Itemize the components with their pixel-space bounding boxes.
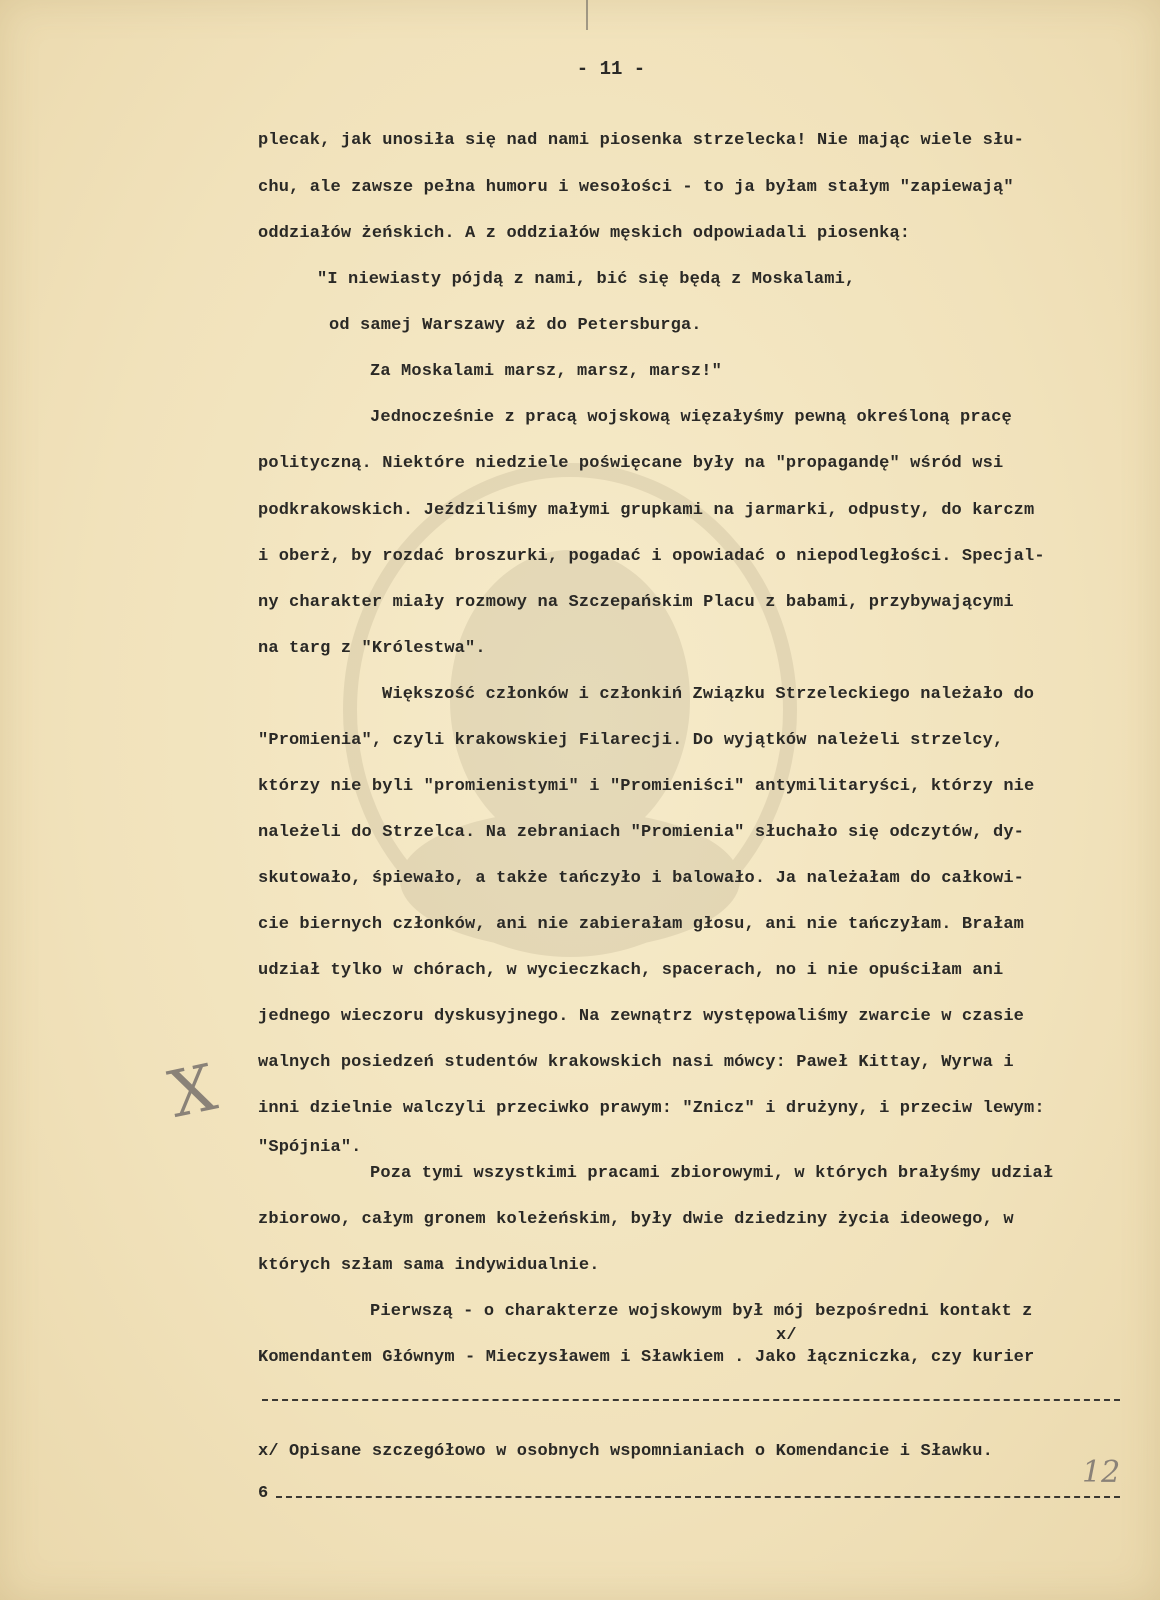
text-line-13: Większość członków i członkiń Związku Strzeleckiego należało do bbox=[382, 685, 1035, 704]
text-line-19: udział tylko w chórach, w wycieczkach, spacerach, no i nie opuściłam ani bbox=[258, 961, 1004, 980]
song-line-3: Za Moskalami marsz, marsz, marsz!" bbox=[370, 362, 722, 381]
text-line-23: "Spójnia". bbox=[258, 1138, 362, 1157]
text-line-21: walnych posiedzeń studentów krakowskich nasi mówcy: Paweł Kittay, Wyrwa i bbox=[258, 1053, 1014, 1072]
text-line-24: Poza tymi wszystkimi pracami zbiorowymi, w których brałyśmy udział bbox=[370, 1164, 1054, 1183]
text-line-10: i oberż, by rozdać broszurki, pogadać i opowiadać o niepodległości. Specjal- bbox=[258, 547, 1045, 566]
text-line-22: inni dzielnie walczyli przeciwko prawym: "Znicz" i drużyny, i przeciw lewym: bbox=[258, 1099, 1045, 1118]
text-line-1: plecak, jak unosiła się nad nami piosenka strzelecka! Nie mając wiele słu- bbox=[258, 131, 1025, 150]
text-line-20: jednego wieczoru dyskusyjnego. Na zewnątrz występowaliśmy zwarcie w czasie bbox=[258, 1007, 1025, 1026]
text-line-8: polityczną. Niektóre niedziele poświęcane były na "propagandę" wśród wsi bbox=[258, 454, 1004, 473]
text-line-28: Komendantem Głównym - Mieczysławem i Sławkiem . Jako łączniczka, czy kurier bbox=[258, 1348, 1035, 1367]
top-pencil-mark bbox=[586, 0, 588, 30]
song-line-1: "I niewiasty pójdą z nami, bić się będą z Moskalami, bbox=[317, 270, 856, 289]
text-line-17: skutowało, śpiewało, a także tańczyło i balowało. Ja należałam do całkowi- bbox=[258, 869, 1025, 888]
text-line-25: zbiorowo, całym gronem koleżeńskim, były dwie dziedziny życia ideowego, w bbox=[258, 1210, 1014, 1229]
text-line-15: którzy nie byli "promienistymi" i "Promieniści" antymilitaryści, którzy nie bbox=[258, 777, 1035, 796]
page-number: - 11 - bbox=[576, 58, 646, 80]
text-line-9: podkrakowskich. Jeździliśmy małymi grupkami na jarmarki, odpusty, do karczm bbox=[258, 501, 1035, 520]
text-line-12: na targ z "Królestwa". bbox=[258, 639, 486, 658]
text-line-27: Pierwszą - o charakterze wojskowym był mój bezpośredni kontakt z bbox=[370, 1302, 1033, 1321]
watermark-stamp bbox=[330, 450, 810, 970]
margin-pencil-mark: X bbox=[162, 1051, 223, 1133]
text-line-3: oddziałów żeńskich. A z oddziałów męskich odpowiadali piosenką: bbox=[258, 224, 911, 243]
bottom-separator bbox=[276, 1496, 1120, 1498]
song-line-2: od samej Warszawy aż do Petersburga. bbox=[329, 316, 702, 335]
footnote-end-mark: 6 bbox=[258, 1484, 269, 1503]
text-line-26: których szłam sama indywidualnie. bbox=[258, 1256, 600, 1275]
text-line-18: cie biernych członków, ani nie zabierałam głosu, ani nie tańczyłam. Brałam bbox=[258, 915, 1025, 934]
text-line-16: należeli do Strzelca. Na zebraniach "Promienia" słuchało się odczytów, dy- bbox=[258, 823, 1025, 842]
text-line-2: chu, ale zawsze pełna humoru i wesołości - to ja byłam stałym "zapiewają" bbox=[258, 178, 1014, 197]
text-line-11: ny charakter miały rozmowy na Szczepańskim Placu z babami, przybywającymi bbox=[258, 593, 1014, 612]
archive-page-number: 12 bbox=[1082, 1455, 1121, 1490]
text-line-7: Jednocześnie z pracą wojskową więzałyśmy pewną określoną pracę bbox=[370, 408, 1012, 427]
footnote-text: x/ Opisane szczegółowo w osobnych wspomnianiach o Komendancie i Sławku. bbox=[258, 1442, 993, 1461]
footnote-separator bbox=[262, 1399, 1120, 1401]
text-line-14: "Promienia", czyli krakowskiej Filarecji. Do wyjątków należeli strzelcy, bbox=[258, 731, 1004, 750]
footnote-marker: x/ bbox=[776, 1326, 797, 1345]
